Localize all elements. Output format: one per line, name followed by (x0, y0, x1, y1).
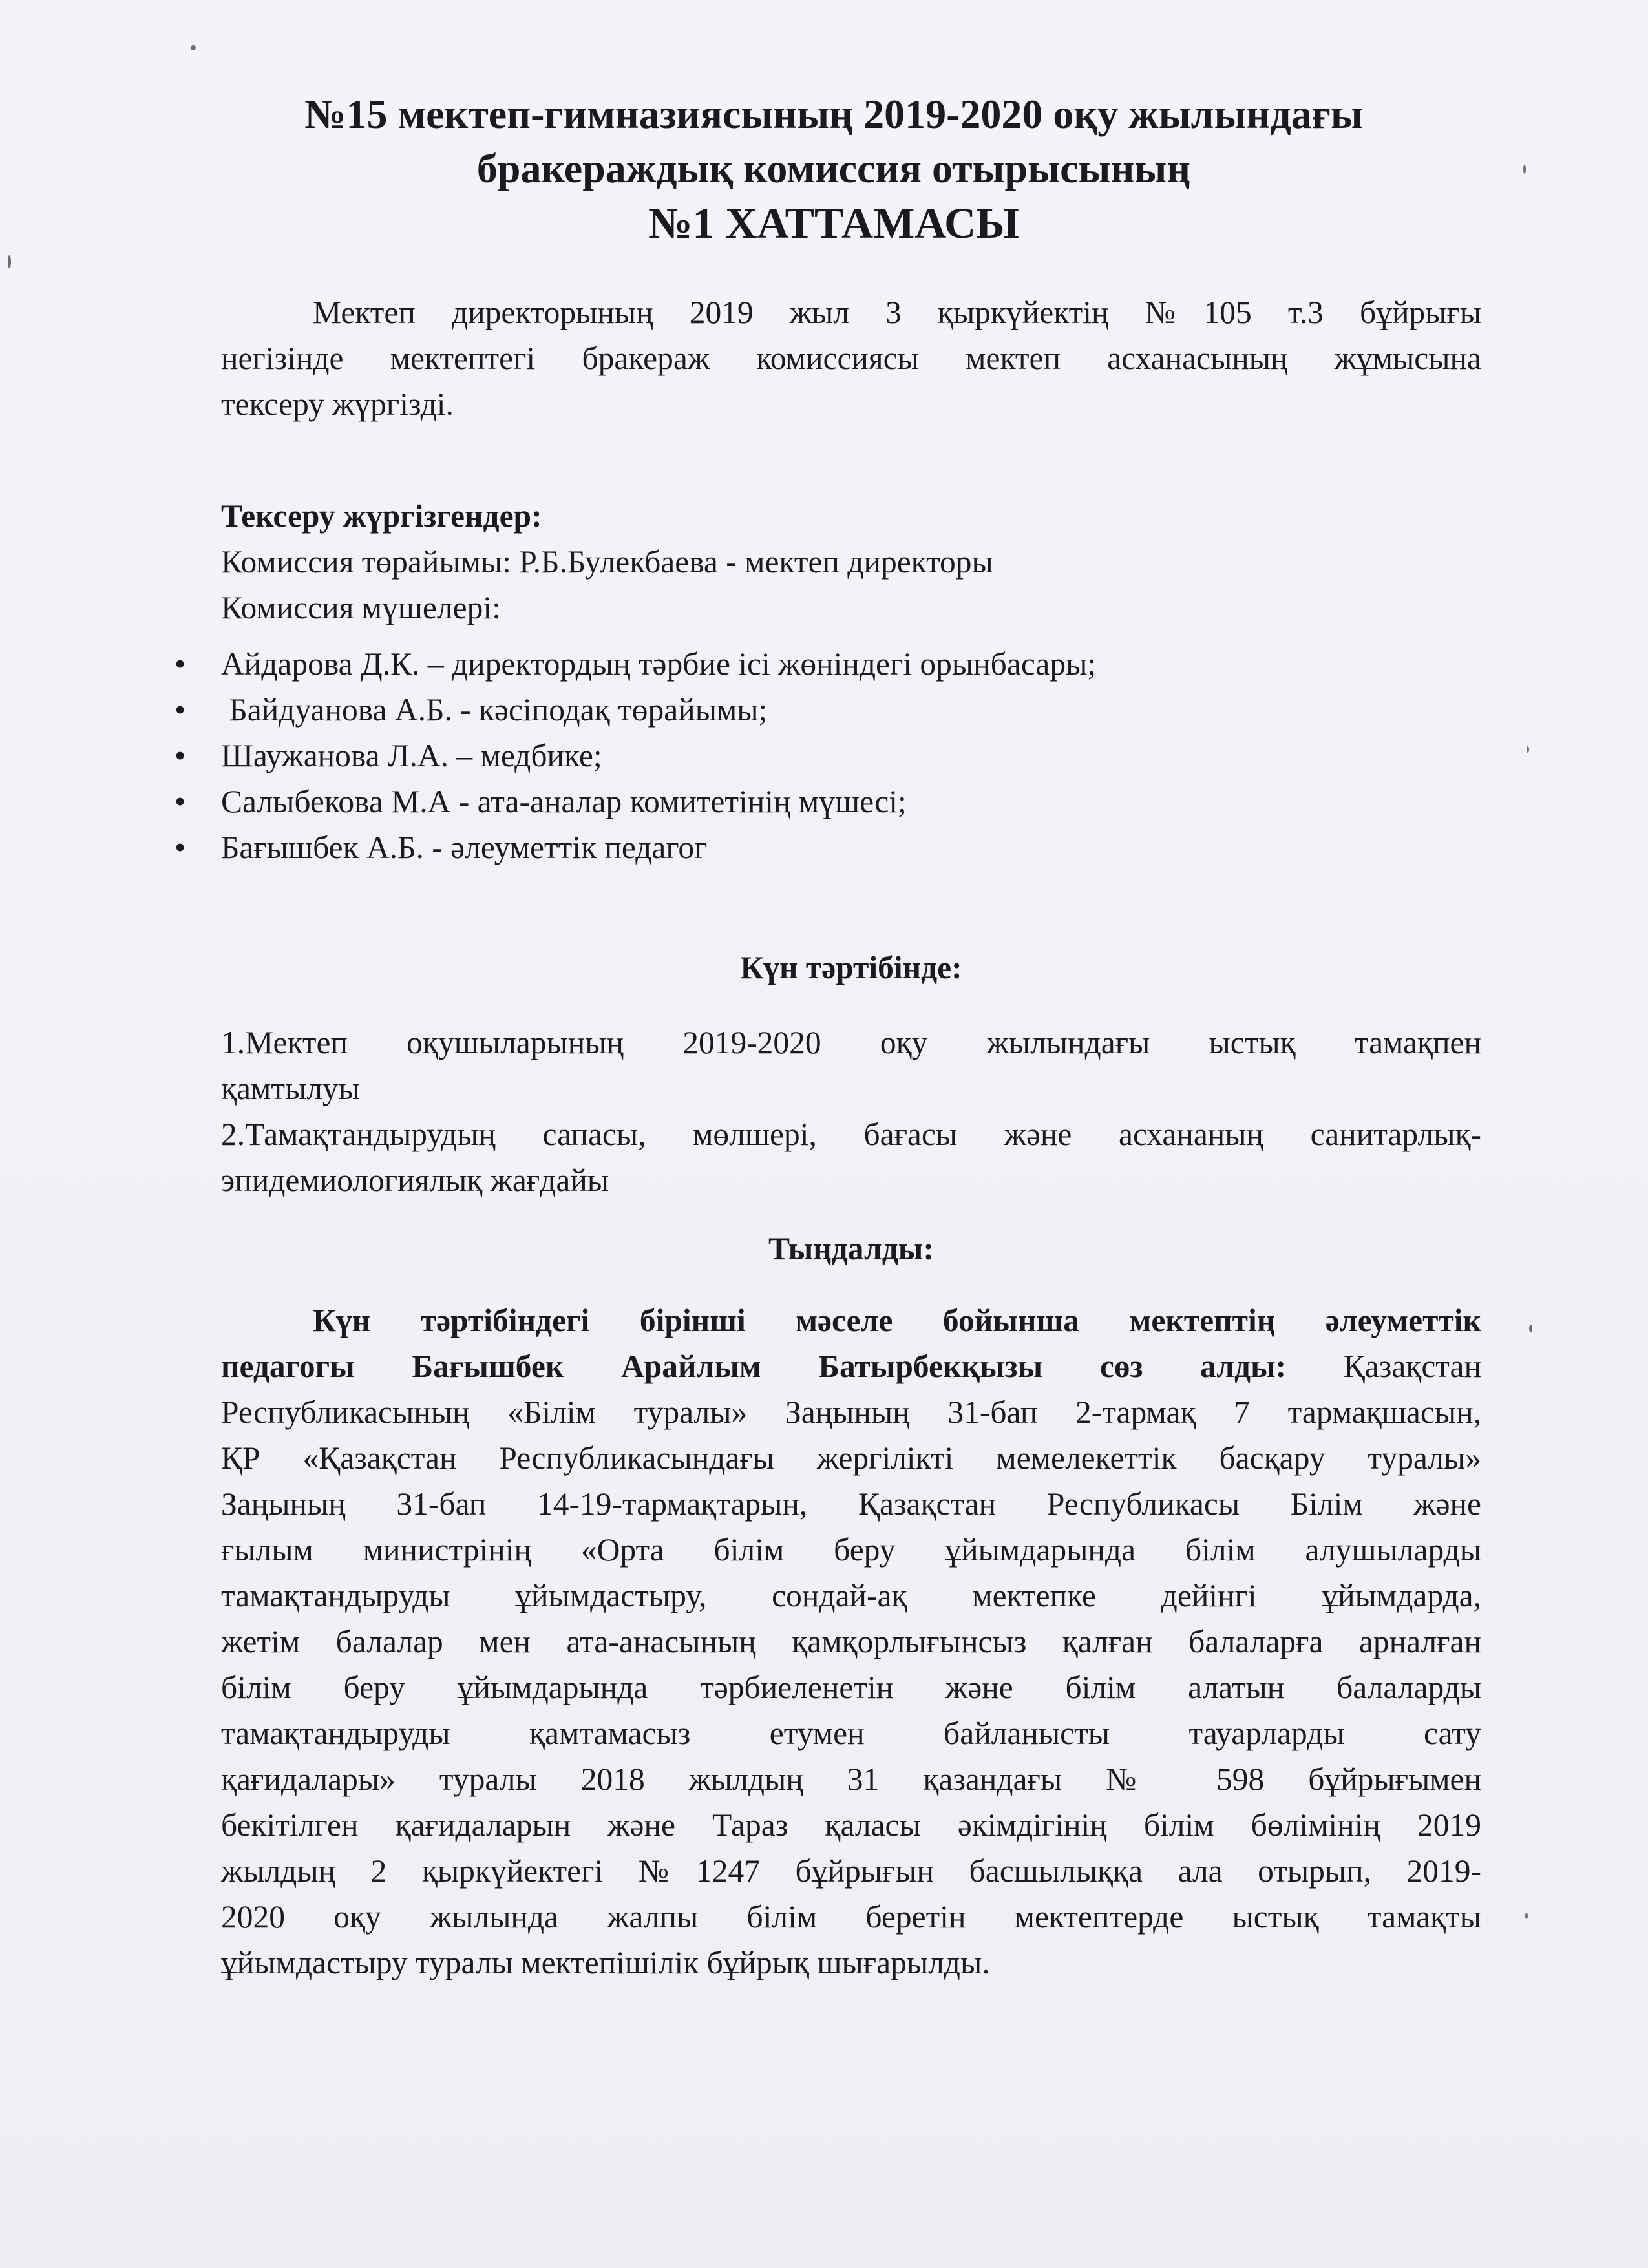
agenda-item-2-line-1: 2.Тамақтандырудың сапасы, мөлшері, бағасы және асхананың санитарлық- (221, 1117, 1481, 1152)
title-line-3: №1 ХАТТАМАСЫ (648, 198, 1019, 247)
list-item (174, 641, 1481, 687)
list-item (174, 779, 1481, 824)
members-list (174, 641, 1481, 870)
heard-last-line: ұйымдастыру туралы мектепішілік бұйрық шығарылды. (221, 1945, 990, 1980)
bullet-icon: • (174, 784, 186, 819)
agenda-item-2-line-2: эпидемиологиялық жағдайы (221, 1162, 609, 1198)
agenda-item-1-line-2: қамтылуы (221, 1071, 360, 1106)
document-title (194, 87, 1474, 250)
heard-line: қағидалары» туралы 2018 жылдың 31 қазандағы № 598 бұйрығымен (221, 1761, 1481, 1797)
bullet-icon: • (174, 646, 186, 682)
heard-paragraph (221, 1297, 1481, 1986)
scan-speck (8, 255, 11, 268)
heard-line: тамақтандыруды қамтамасыз етумен байланысты тауарларды сату (221, 1716, 1481, 1751)
heard-line: тамақтандыруды ұйымдастыру, сондай-ақ мектепке дейінгі ұйымдарда, (221, 1578, 1481, 1613)
scan-speck (1525, 1913, 1528, 1919)
member-text: Шаужанова Л.А. – медбике; (221, 738, 602, 773)
heard-line: Республикасының «Білім туралы» Заңының 31-бап 2-тармақ 7 тармақшасын, (221, 1394, 1481, 1430)
heard-line: білім беру ұйымдарында тәрбиеленетін және білім алатын балаларды (221, 1670, 1481, 1705)
bullet-icon: • (174, 692, 186, 728)
agenda-heading: Күн тәртібінде: (740, 950, 962, 985)
heard-heading: Тыңдалды: (768, 1231, 934, 1266)
heard-line: жетім балалар мен ата-анасының қамқорлығынсыз қалған балаларға арналған (221, 1624, 1481, 1659)
member-text: Салыбекова М.А - ата-аналар комитетінің мүшесі; (221, 784, 907, 819)
heard-line: жылдың 2 қыркүйектегі №1247 бұйрығын басшылыққа ала отырып, 2019- (221, 1853, 1481, 1889)
heard-line-2-rest: Қазақстан (1286, 1349, 1482, 1384)
title-line-2: бракераждық комиссия отырысының (476, 145, 1191, 191)
agenda-items (221, 1020, 1481, 1203)
speaker-intro: педагогы Бағышбек Арайлым Батырбекқызы сөз алды: (221, 1349, 1287, 1384)
member-text: Айдарова Д.К. – директордың тәрбие ісі жөніндегі орынбасары; (221, 646, 1097, 682)
scan-speck (191, 45, 196, 50)
list-item (174, 687, 1481, 733)
heard-line: бекітілген қағидаларын және Тараз қаласы әкімдігінің білім бөлімінің 2019 (221, 1807, 1481, 1843)
heard-line: 2020 оқу жылында жалпы білім беретін мектептерде ыстық тамақты (221, 1899, 1481, 1935)
agenda-item-1-line-1: 1.Мектеп оқушыларының 2019-2020 оқу жылындағы ыстық тамақпен (221, 1025, 1481, 1060)
heard-line-2 (221, 1343, 1481, 1389)
list-item (174, 824, 1481, 870)
scan-speck (1523, 165, 1526, 174)
title-line-1: №15 мектеп-гимназиясының 2019-2020 оқу жылындағы (304, 91, 1363, 137)
heard-line: Заңының 31-бап 14-19-тармақтарын, Қазақстан Республикасы Білім және (221, 1486, 1481, 1522)
commission-chair: Комиссия төрайымы: Р.Б.Булекбаева - мектеп директоры (221, 544, 993, 580)
heard-line: ғылым министрінің «Орта білім беру ұйымдарында білім алушыларды (221, 1532, 1481, 1568)
bullet-icon: • (174, 830, 186, 865)
intro-line-2: негізінде мектептегі бракераж комиссиясы мектеп асханасының жұмысына (221, 341, 1481, 376)
member-text: Байдуанова А.Б. - кәсіподақ төрайымы; (221, 692, 768, 728)
list-item (174, 733, 1481, 779)
intro-paragraph (221, 289, 1481, 427)
scan-speck (1527, 746, 1529, 753)
intro-line-3: тексеру жүргізді. (221, 386, 454, 422)
member-text: Бағышбек А.Б. - әлеуметтік педагог (221, 830, 708, 865)
members-label: Комиссия мүшелері: (221, 590, 501, 625)
inspectors-section (221, 493, 1481, 631)
inspectors-heading: Тексеру жүргізгендер: (221, 498, 542, 534)
intro-line-1: Мектеп директорының 2019 жыл 3 қыркүйектің №105 т.3 бұйрығы (313, 295, 1481, 330)
heard-line-1: Күн тәртібіндегі бірінші мәселе бойынша мектептің әлеуметтік (313, 1303, 1481, 1338)
heard-line: ҚР «Қазақстан Республикасындағы жергілікті мемелекеттік басқару туралы» (221, 1440, 1481, 1476)
bullet-icon: • (174, 738, 186, 773)
scan-speck (1529, 1325, 1532, 1332)
